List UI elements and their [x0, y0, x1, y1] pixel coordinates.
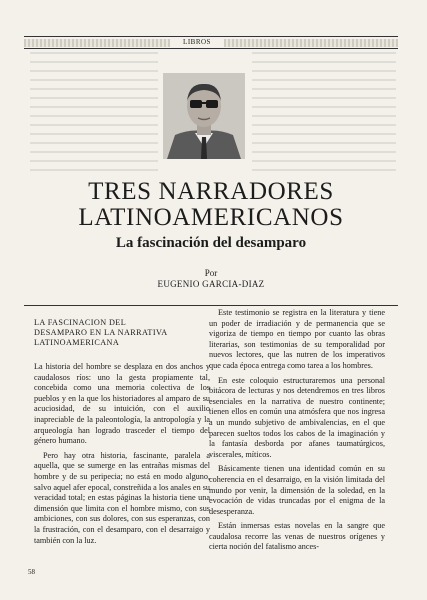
bleed-through-left — [30, 52, 158, 172]
portrait-image — [163, 73, 245, 159]
header-band-left — [24, 39, 170, 47]
paragraph: Este testimonio se registra en la literatura y tiene un poder de irradiación y de permanencia que se vigoriza de tiempo en tiempo por cuanto las obras literarias, son testimonias de su temporalidad por nuevos lectores, que las nutren de los imperativos que cada época entrega como tarea a los hombres. — [209, 308, 385, 370]
byline-prefix: Por — [204, 268, 218, 278]
article-title-line-1: TRES NARRADORES — [88, 178, 334, 205]
right-column — [209, 308, 385, 557]
header-rule-bottom — [24, 48, 398, 49]
paragraph: Pero hay otra historia, fascinante, paralela a aquella, que se sumerge en las entrañas mismas del hombre y de su peripecia; no está en modo alguno, salvo aquel afer epocal, constreñida a los anales en su veracidad total; en estas páginas la historia tiene una dimensión que limita con el hombre mismo, con sus ambiciones, con sus dolores, con sus esperanzas, con la frustración, con el desamparo, con el desarraigo y también con la luz. — [34, 450, 210, 545]
left-column — [34, 312, 210, 550]
section-label: LIBROS — [183, 38, 211, 46]
page-number: 58 — [28, 568, 35, 576]
section-heading — [34, 318, 210, 348]
paragraph: Básicamente tienen una identidad común en su coherencia en el desarraigo, en la visión limitada del mundo por venir, la dimensión de la soledad, en la evocación de vidas truncadas por el enigma de la desesperanza. — [209, 464, 385, 516]
header-band-right — [224, 39, 398, 47]
section-heading-line-2: DESAMPARO EN LA NARRATIVA — [34, 328, 168, 337]
section-heading-line-1: LA FASCINACION DEL — [34, 318, 127, 327]
paragraph: La historia del hombre se desplaza en dos anchos y caudalosos ríos: uno la gesta propiamente tal, concebida como una memoria colectiva de los pueblos y en la que los historiadores al amparo de su acuciosidad, de su intuición, con el auxilio inapreciable de la paleontología, la antropología y la arqueología han logrado trasceder el tiempo del género humano. — [34, 362, 210, 446]
author-photo — [163, 73, 245, 159]
article-subtitle: La fascinación del desamparo — [115, 235, 307, 251]
paragraph: En este coloquio estructuraremos una personal bitácora de lecturas y nos detendremos en tres libros esenciales en la narrativa de nuestro continente; tienen ellos en común una atmósfera que nos ingresa a un mundo subjetivo de ambivalencias, en el que parecen sueltos todos los cabos de la imaginación y la fantasía desborda por afanes taumatúrgicos, viscerales, míticos. — [209, 375, 385, 459]
columns-top-rule — [24, 305, 398, 306]
paragraph: Están inmersas estas novelas en la sangre que caudalosa recorre las venas de nuestros orígenes y cierta noción del fatalismo ances- — [209, 521, 385, 552]
article-title-line-2: LATINOAMERICANOS — [78, 204, 344, 231]
bleed-through-right — [252, 52, 396, 172]
author-name: EUGENIO GARCIA-DIAZ — [157, 279, 265, 289]
section-heading-line-3: LATINOAMERICANA — [34, 338, 120, 347]
